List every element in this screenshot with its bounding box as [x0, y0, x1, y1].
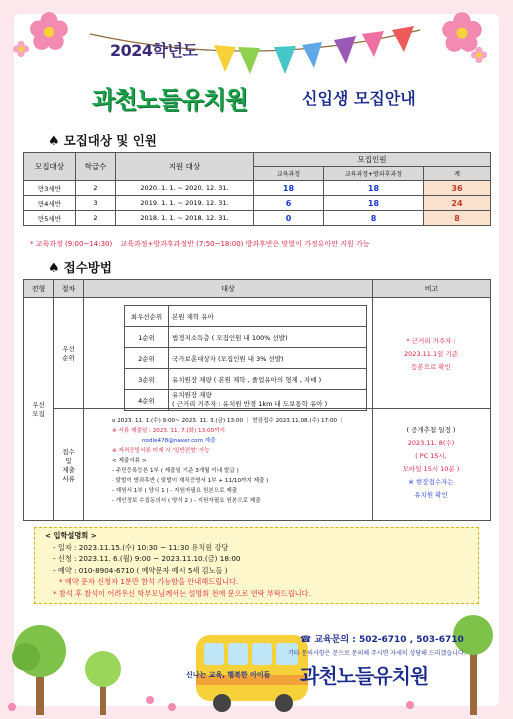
cell-edu: 0 — [254, 211, 324, 226]
remark-line: 유치원 확인 — [414, 491, 448, 499]
col-quota-care: 교육과정+방과후과정 — [324, 167, 424, 181]
table-row — [125, 306, 367, 327]
flag-red — [392, 26, 414, 52]
spade-icon: ♠ — [48, 134, 60, 149]
documents-list — [112, 416, 370, 521]
col-remark: 비고 — [373, 280, 491, 298]
doc-line: - 주민등록등본 1부 ( 제출일 기준 3개월 이내 발급 ) — [112, 468, 239, 474]
cell-desc — [169, 390, 367, 411]
flag-yellow — [214, 45, 236, 72]
flag-green — [238, 47, 260, 74]
flower-top-left-icon — [28, 10, 70, 52]
desc-line: 유치원장 재량 — [172, 391, 212, 399]
desc-line: ( 근거리 거주자 : 유치원 반경 1km 내 도보통학 유아 ) — [172, 400, 328, 408]
cell-total: 8 — [424, 211, 491, 226]
cell-desc: 법정저소득층 ( 모집인원 내 100% 선발) — [169, 327, 367, 348]
flag-teal — [274, 46, 296, 74]
section-heading-quota: ♠ 모집대상 및 인원 — [48, 133, 157, 149]
col-target: 모집대상 — [24, 153, 76, 181]
cell-age: 2019. 1. 1. ~ 2019. 12. 31. — [116, 196, 254, 211]
remark-lottery — [374, 424, 488, 502]
remark-line: 2023.11.1일 기준 — [404, 350, 458, 358]
cell-rank: 4순위 — [125, 390, 169, 411]
col-quota-total: 계 — [424, 167, 491, 181]
small-flower-right-icon — [470, 46, 488, 64]
flag-purple — [334, 36, 356, 64]
doc-line: - 개인정보 수집동의서 ( 양식 2 ) - 지원자필요 원본으로 제출 — [112, 498, 261, 504]
cell-age: 2020. 1. 1. ~ 2020. 12. 31. — [116, 181, 254, 196]
cell-rank: 3순위 — [125, 369, 169, 390]
doc-line: - 재원서 1부 ( 양식 1 ) - 지원자필요 원본으로 제출 — [112, 488, 238, 494]
col-quota-edu: 교육과정 — [254, 167, 324, 181]
briefing-line: - 일자 : 2023.11.15.(수) 10:30 ~ 11:30 유치원 강당 — [53, 542, 229, 552]
remark-line: ( 공개추첨 일정 ) — [406, 426, 456, 434]
table-row — [125, 348, 367, 369]
title-block — [92, 80, 512, 112]
note-care-hours: 교육과정+방과후과정반 (7:50~18:00) 방과후반은 맞벌이 가정유아만 지원 가능 — [120, 240, 370, 248]
col-classes: 학급수 — [76, 153, 116, 181]
tree-left2-icon — [85, 651, 121, 715]
cell-desc: 유치원장 재량 ( 본원 재학 , 졸업유아의 형제 , 자매 ) — [169, 369, 367, 390]
table-row — [125, 327, 367, 348]
page-title: 과천노들유치원 — [92, 86, 248, 114]
remark-line: ※ 현장접수자는 — [408, 478, 454, 486]
table-row — [24, 211, 491, 226]
briefing-note: * 예약 문자 신청자 1분만 참석 가능함을 안내해드립니다. — [59, 577, 239, 586]
spade-icon: ♠ — [48, 261, 60, 276]
doc-line: ※ 자격증빙서류 미제 시 '일반전형' 가능 — [112, 448, 210, 454]
footer-school-name: 과천노들유치원 — [300, 664, 429, 688]
cell-rank: 1순위 — [125, 327, 169, 348]
cell-step-docs: 접수 및 제출 서류 — [54, 409, 84, 521]
col-age: 지원 대상 — [116, 153, 254, 181]
doc-line: o 2023. 11. 1.(수) 9:00~ 2023. 11. 3.(금) 13:00 ｜ 현장접수 2023.11.08.(수) 17:00 ｜ — [112, 418, 345, 424]
cell-age: 2018. 1. 1. ~ 2018. 12. 31. — [116, 211, 254, 226]
table-row — [24, 181, 491, 196]
cell-edu: 6 — [254, 196, 324, 211]
doc-line: ※ 서류 제출일 : 2023. 11. 7.(화) 13:00까지 — [112, 428, 225, 434]
cell-care: 18 — [324, 181, 424, 196]
flag-blue — [302, 42, 322, 68]
col-target: 대상 — [84, 280, 373, 298]
cell-total: 36 — [424, 181, 491, 196]
table-row — [125, 390, 367, 411]
year-label: 2024학년도 — [110, 41, 198, 60]
cell-desc: 국가보훈대상자 (모집인원 내 3% 선발) — [169, 348, 367, 369]
briefing-line: - 예약 : 010-8904-6710 ( 예약문자 예시 5세 김노들 ) — [53, 565, 228, 575]
cell-edu: 18 — [254, 181, 324, 196]
remark-line: 모바일 15시 10분 ) — [402, 465, 460, 473]
email-link[interactable]: nodle478@naver.com 제출 — [142, 438, 216, 444]
page-subtitle: 신입생 모집안내 — [302, 89, 416, 108]
priority-table — [124, 305, 367, 411]
cell-type: 우선 모집 — [24, 298, 54, 521]
section-heading-apply: ♠ 접수방법 — [48, 260, 112, 276]
cell-target: 만5세반 — [24, 211, 76, 226]
remark-nearby — [374, 335, 488, 374]
remark-line: * 근거리 거주자 : — [406, 337, 456, 345]
small-flower-left-icon — [12, 40, 30, 58]
contact-phone: ☎ 교육문의 : 502-6710 , 503-6710 — [300, 635, 464, 645]
tree-left-icon — [12, 625, 66, 715]
cell-care: 18 — [324, 196, 424, 211]
quota-table — [23, 152, 491, 226]
note-edu-hours: * 교육과정 (9:00~14:30) — [30, 240, 113, 248]
briefing-info-box — [34, 527, 479, 604]
remark-line: 2023.11. 8(수) — [407, 439, 455, 447]
col-step: 절차 — [54, 280, 84, 298]
cell-rank: 2순위 — [125, 348, 169, 369]
cell-classes: 2 — [76, 211, 116, 226]
slogan: 신나는 교육, 행복한 아이들 — [186, 671, 271, 679]
cell-care: 8 — [324, 211, 424, 226]
doc-line: · 맞벌이 방과후반 ( 맞벌이 재직증명서 1부 + 11/10까지 제출 ) — [112, 478, 269, 484]
tree-right-icon — [453, 615, 493, 715]
bottom-illustration — [0, 595, 513, 719]
cell-classes: 2 — [76, 181, 116, 196]
contact-note: 기타 문의사항은 문으로 문의해 주시면 자세히 상담해 드리겠습니다. — [288, 650, 466, 657]
table-row — [24, 196, 491, 211]
doc-line: < 제출서류 > — [112, 458, 147, 464]
cell-desc: 본원 재학 유아 — [169, 306, 367, 327]
table-row — [125, 369, 367, 390]
remark-line: 등본으로 확인 — [411, 363, 451, 371]
briefing-note: * 참석 후 참석이 어려우신 학부모님께서는 설명회 전에 문으로 연락 부탁드립니다. — [53, 588, 311, 598]
col-quota: 모집인원 — [254, 153, 491, 167]
cell-total: 24 — [424, 196, 491, 211]
cell-classes: 3 — [76, 196, 116, 211]
remark-line: ( PC 15시, — [415, 452, 447, 460]
cell-target: 만4세반 — [24, 196, 76, 211]
quota-note — [30, 239, 369, 249]
briefing-heading: < 입학설명회 > — [45, 531, 97, 540]
col-type: 전형 — [24, 280, 54, 298]
flag-pink — [362, 31, 384, 57]
cell-rank: 최우선순위 — [125, 306, 169, 327]
briefing-line: - 신청 : 2023.11. 6.(월) 9:00 ~ 2023.11.10.(금) 18:00 — [53, 554, 241, 563]
cell-step-priority: 우선 순위 — [54, 298, 84, 409]
cell-target: 만3세반 — [24, 181, 76, 196]
